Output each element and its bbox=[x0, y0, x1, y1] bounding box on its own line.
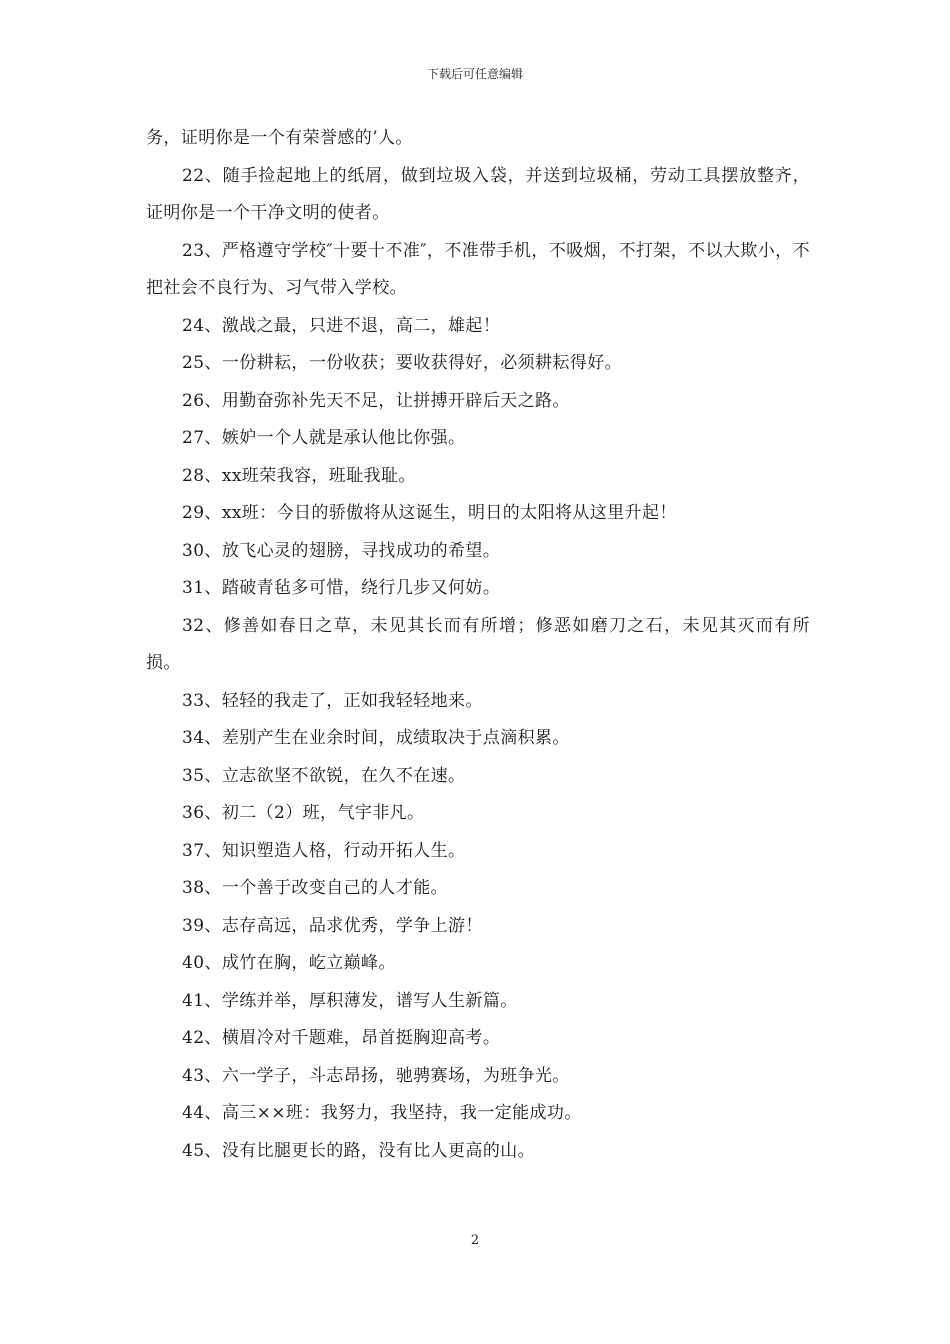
slogan-item: 26、用勤奋弥补先天不足，让拼搏开辟后天之路。 bbox=[182, 390, 570, 411]
page-header: 下载后可任意编辑 bbox=[426, 67, 523, 81]
slogan-item: 37、知识塑造人格，行动开拓人生。 bbox=[182, 840, 466, 861]
slogan-item: 33、轻轻的我走了，正如我轻轻地来。 bbox=[182, 690, 483, 711]
slogan-item: 23、严格遵守学校″十要十不准″，不准带手机，不吸烟，不打架，不以大欺小，不把社会不良行为、习气带入学校。 bbox=[146, 240, 810, 298]
slogan-item: 22、随手捡起地上的纸屑，做到垃圾入袋，并送到垃圾桶，劳动工具摆放整齐，证明你是一个干净文明的使者。 bbox=[146, 165, 810, 223]
slogan-item: 31、踏破青毡多可惜，绕行几步又何妨。 bbox=[182, 578, 501, 598]
paragraph: 务，证明你是一个有荣誉感的’人。 bbox=[146, 128, 413, 148]
slogan-item: 38、一个善于改变自己的人才能。 bbox=[182, 878, 449, 898]
slogan-item: 40、成竹在胸，屹立巅峰。 bbox=[182, 953, 396, 973]
page-number: 2 bbox=[470, 1233, 480, 1248]
slogan-item: 41、学练并举，厚积薄发，谱写人生新篇。 bbox=[182, 990, 518, 1011]
slogan-item: 36、初二（2）班，气宇非凡。 bbox=[182, 803, 425, 823]
slogan-item: 32、修善如春日之草，未见其长而有所增；修恶如磨刀之石，未见其灭而有所损。 bbox=[146, 615, 810, 673]
slogan-item: 42、横眉冷对千题难，昂首挺胸迎高考。 bbox=[182, 1028, 501, 1048]
slogan-item: 24、激战之最，只进不退，高二，雄起！ bbox=[182, 315, 501, 336]
slogan-item: 28、xx班荣我容，班耻我耻。 bbox=[182, 465, 416, 486]
slogan-item: 43、六一学子，斗志昂扬，驰骋赛场，为班争光。 bbox=[182, 1065, 570, 1086]
slogan-item: 29、xx班：今日的骄傲将从这诞生，明日的太阳将从这里升起！ bbox=[182, 503, 677, 523]
document-body bbox=[146, 120, 810, 1170]
slogan-item: 39、志存高远，品求优秀，学争上游！ bbox=[182, 915, 483, 936]
slogan-item: 35、立志欲坚不欲锐，在久不在速。 bbox=[182, 765, 466, 786]
slogan-item: 27、嫉妒一个人就是承认他比你强。 bbox=[182, 428, 466, 448]
slogan-item: 44、高三××班：我努力，我坚持，我一定能成功。 bbox=[182, 1103, 582, 1123]
slogan-item: 34、差别产生在业余时间，成绩取决于点滴积累。 bbox=[182, 728, 570, 748]
slogan-item: 45、没有比腿更长的路，没有比人更高的山。 bbox=[182, 1140, 536, 1161]
slogan-item: 30、放飞心灵的翅膀，寻找成功的希望。 bbox=[182, 540, 501, 561]
slogan-item: 25、一份耕耘，一份收获；要收获得好，必须耕耘得好。 bbox=[182, 353, 623, 373]
